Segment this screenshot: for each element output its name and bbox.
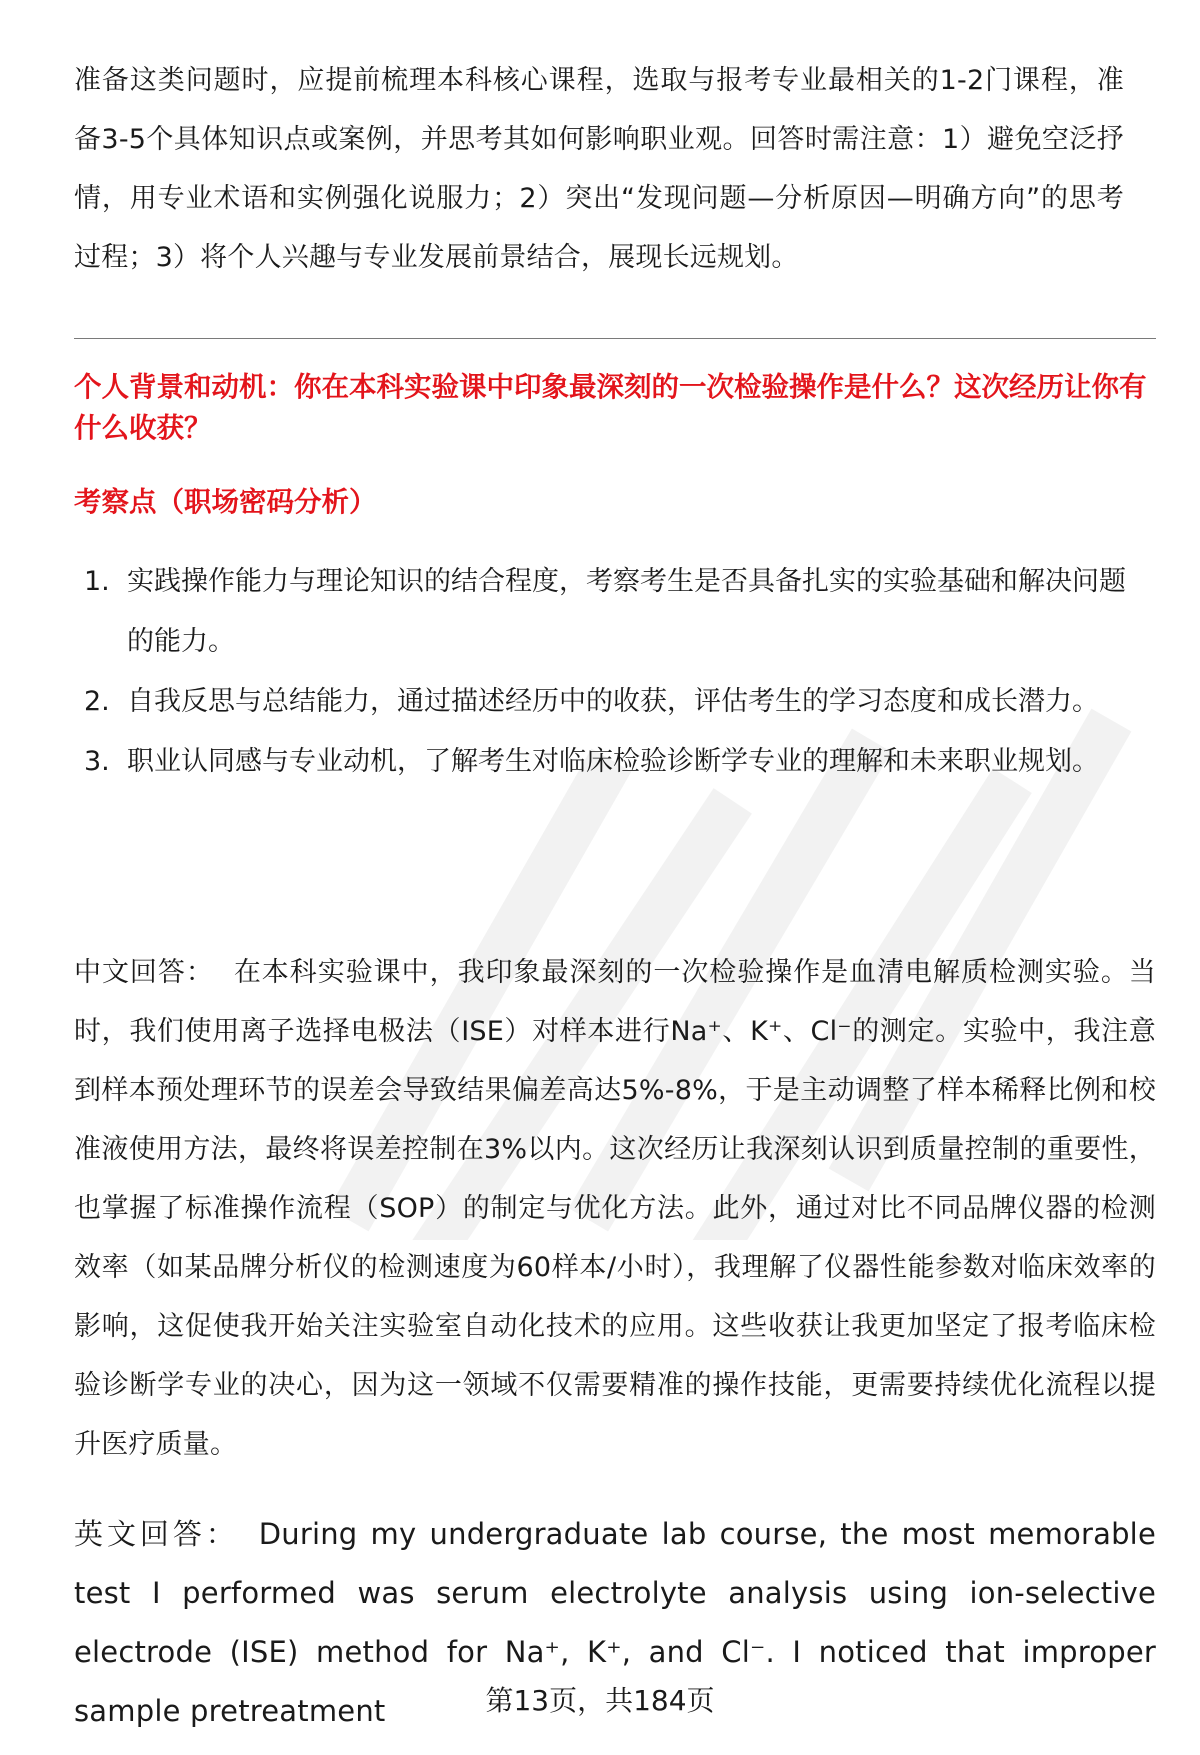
page-number-footer: 第13页，共184页 [485,1684,715,1717]
chinese-answer-paragraph [74,943,1156,1474]
chinese-answer-text: 在本科实验课中，我印象最深刻的一次检验操作是血清电解质检测实验。当时，我们使用离子选择电极法（ISE）对样本进行Na⁺、K⁺、Cl⁻的测定。实验中，我注意到样本预处理环节的误差会导致结果偏差高达5%-8%，于是主动调整了样本稀释比例和校准液使用方法，最终将误差控制在3%以内。这次经历让我深刻认识到质量控制的重要性，也掌握了标准操作流程（SOP）的制定与优化方法。此外，通过对比不同品牌仪器的检测效率（如某品牌分析仪的检测速度为60样本/小时），我理解了仪器性能参数对临床效率的影响，这促使我开始关注实验室自动化技术的应用。这些收获让我更加坚定了报考临床检验诊断学专业的决心，因为这一领域不仅需要精准的操作技能，更需要持续优化流程以提升医疗质量。 [74,957,1156,1460]
assessment-heading: 考察点（职场密码分析） [74,486,377,518]
english-answer-label: 英文回答： [74,1517,239,1551]
question-heading: 个人背景和动机：你在本科实验课中印象最深刻的一次检验操作是什么？这次经历让你有什么收获？ [74,371,1147,444]
intro-paragraph: 准备这类问题时，应提前梳理本科核心课程，选取与报考专业最相关的1-2门课程，准备3-5个具体知识点或案例，并思考其如何影响职业观。回答时需注意：1）避免空泛抒情，用专业术语和实例强化说服力；2）突出“发现问题—分析原因—明确方向”的思考过程；3）将个人兴趣与专业发展前景结合，展现长远规划。 [74,65,1124,273]
list-item-text: 实践操作能力与理论知识的结合程度，考察考生是否具备扎实的实验基础和解决问题的能力。 [127,566,1126,657]
list-item-number: 2. [84,686,110,717]
list-item [74,672,1127,732]
list-item-number: 1. [84,566,110,597]
list-item-text: 职业认同感与专业动机，了解考生对临床检验诊断学专业的理解和未来职业规划。 [127,746,1099,777]
section-divider [74,338,1156,339]
list-item-text: 自我反思与总结能力，通过描述经历中的收获，评估考生的学习态度和成长潜力。 [127,686,1099,717]
chinese-answer-label: 中文回答： [74,957,214,988]
list-item [74,732,1127,792]
english-answer-text: During my undergraduate lab course, the most memorable test I performed was serum electrolyte analysis using ion-selective electrode (ISE) method for Na⁺, K⁺, and Cl⁻. I noticed that improper sample pretreatment [74,1517,1156,1728]
list-item [74,552,1127,672]
assessment-list [74,552,1156,792]
list-item-number: 3. [84,746,110,777]
